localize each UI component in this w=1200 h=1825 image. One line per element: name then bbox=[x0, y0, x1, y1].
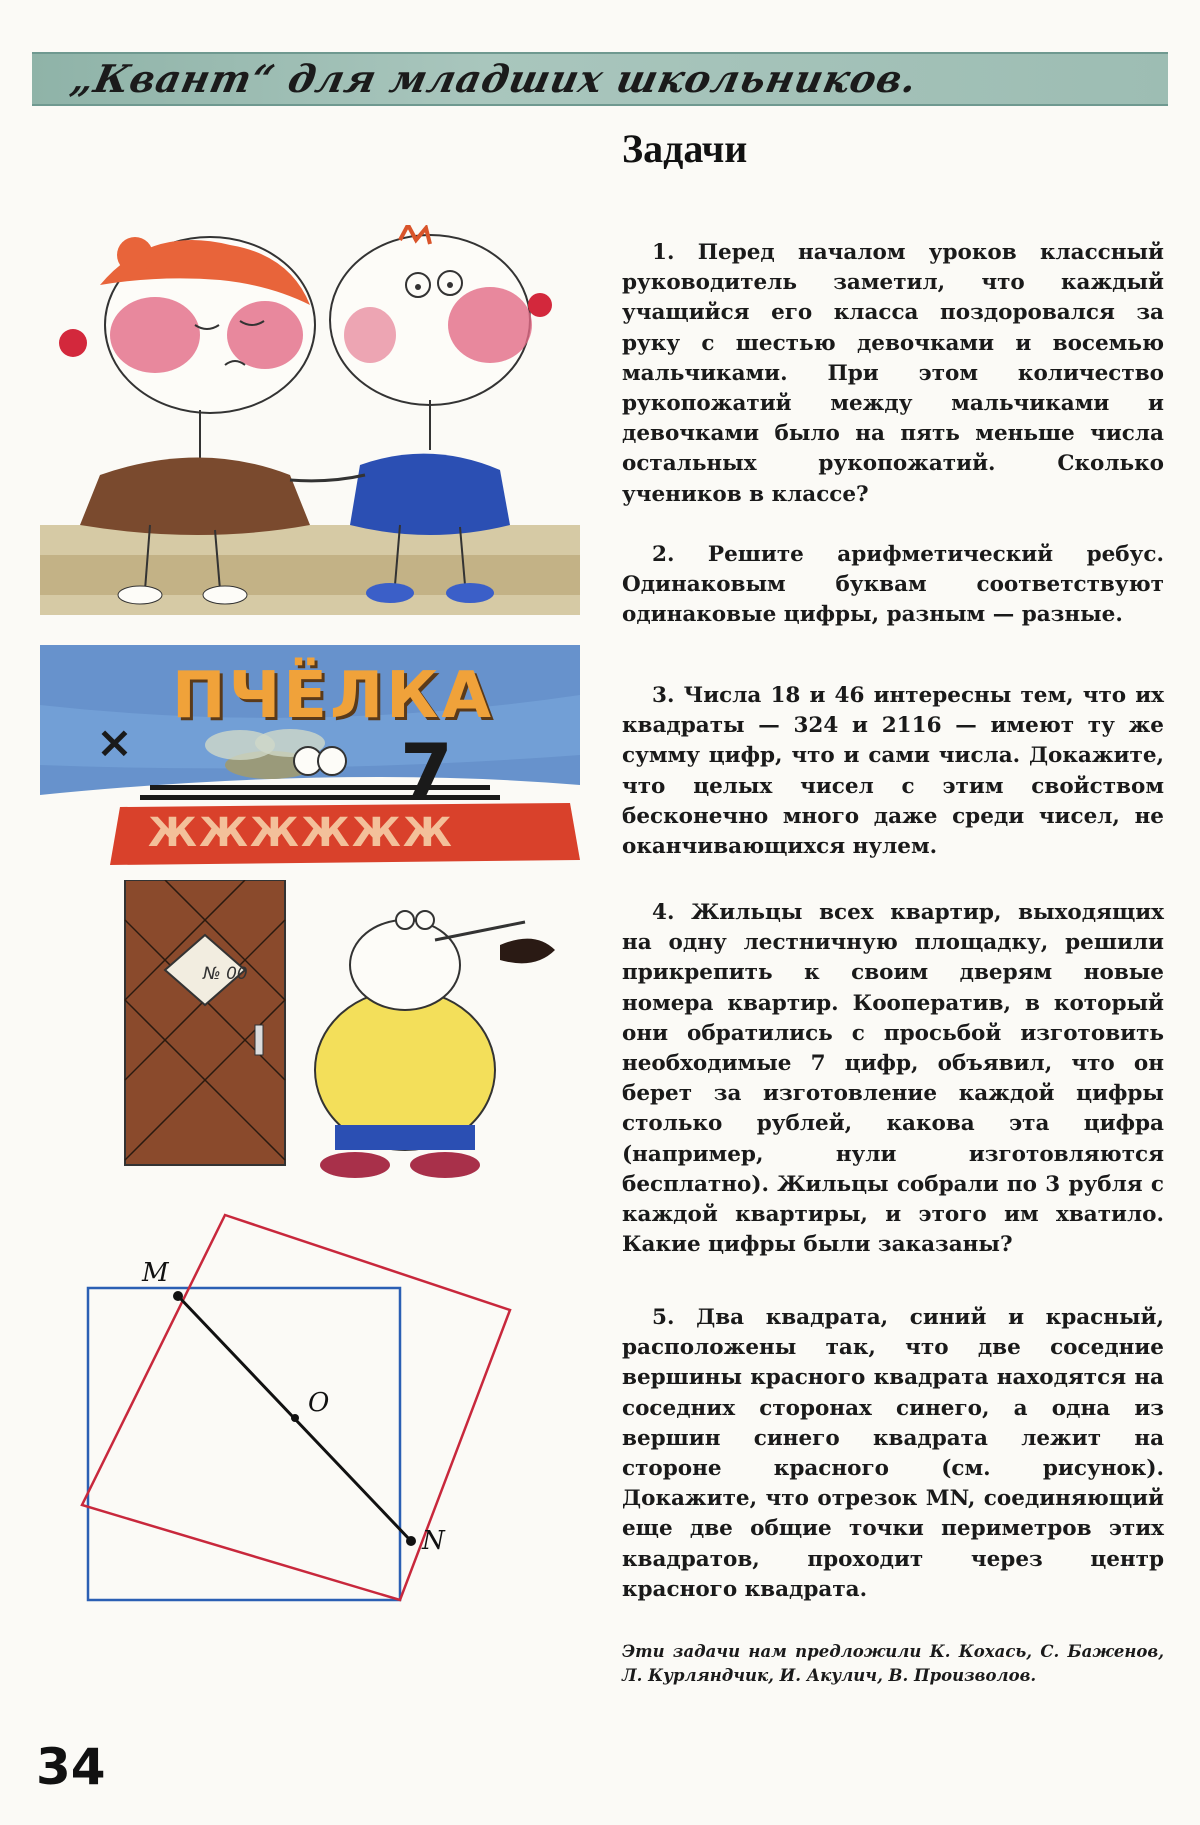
handshake-drawing bbox=[40, 225, 580, 615]
rebus-result: ЖЖЖЖЖЖ bbox=[148, 810, 454, 856]
problem-3 bbox=[622, 681, 1164, 862]
header-banner bbox=[32, 52, 1168, 106]
squares-diagram bbox=[70, 1200, 530, 1640]
problem-text: Жильцы всех квартир, выходящих на одну лестничную площадку, решили прикрепить к своим дверям новые номера квартир. Кооператив, в который они обратились с просьбой изготовить необходимые 7 цифр, объявил, что он берет за изготовление каждой цифры столько рублей, какова эта цифра (например, нули изготовляются бесплатно). Жильцы собрали по 3 рубля с каждой квартиры, и этого им хватило. Какие цифры были заказаны? bbox=[622, 900, 1164, 1258]
problem-number: 3. bbox=[652, 683, 675, 708]
problem-number: 5. bbox=[652, 1305, 675, 1330]
handshake-illustration bbox=[40, 225, 580, 615]
point-o bbox=[291, 1414, 299, 1422]
problem-text: Перед началом уроков классный руководитель заметил, что каждый учащийся его класса поздоровался за руку с шестью девочками и восемью мальчиками. При этом количество рукопожатий между мальчиками и девочками было на пять меньше числа остальных рукопожатий. Сколько учеников в классе? bbox=[622, 240, 1164, 507]
credits-note: Эти задачи нам предложили К. Кохась, С. Баженов, Л. Курляндчик, И. Акулич, В. Произволов. bbox=[622, 1642, 1164, 1685]
problem-number: 1. bbox=[652, 240, 675, 265]
rebus-multiplier: 7 bbox=[400, 727, 453, 816]
rebus-multiply-sign: × bbox=[96, 717, 133, 768]
problem-text: Решите арифметический ребус. Одинаковым буквам соответствуют одинаковые цифры, разным — разные. bbox=[622, 542, 1164, 628]
problem-1 bbox=[622, 238, 1164, 510]
point-m bbox=[173, 1291, 183, 1301]
problem-4 bbox=[622, 898, 1164, 1260]
label-m: M bbox=[142, 1258, 169, 1288]
problem-5 bbox=[622, 1303, 1164, 1605]
door-drawing bbox=[105, 880, 585, 1180]
door-illustration bbox=[105, 880, 585, 1180]
problem-text: Два квадрата, синий и красный, расположены так, что две соседние вершины красного квадрата находятся на соседних сторонах синего, а одна из вершин синего квадрата лежит на стороне красного (см. рисунок). Докажите, что отрезок MN, соединяющий еще две общие точки периметров этих квадратов, проходит через центр красного квадрата. bbox=[622, 1305, 1164, 1602]
banner-title: „Квант“ для младших школьников. bbox=[67, 56, 922, 101]
page-number: 34 bbox=[36, 1738, 106, 1796]
point-n bbox=[406, 1536, 416, 1546]
problem-text: Числа 18 и 46 интересны тем, что их квадраты — 324 и 2116 — имеют ту же сумму цифр, что и сами числа. Докажите, что целых чисел с этим свойством бесконечно много даже среди чисел, не оканчивающихся нулем. bbox=[622, 683, 1164, 860]
problem-2 bbox=[622, 540, 1164, 631]
rebus-illustration bbox=[40, 645, 580, 870]
rebus-word: ПЧЁЛКА bbox=[172, 659, 494, 733]
label-n: N bbox=[422, 1526, 445, 1556]
door-number-plate: № 00 bbox=[203, 964, 248, 984]
section-title: Задачи bbox=[622, 126, 748, 171]
label-o: O bbox=[308, 1388, 330, 1418]
problem-number: 4. bbox=[652, 900, 675, 925]
problem-number: 2. bbox=[652, 542, 675, 567]
